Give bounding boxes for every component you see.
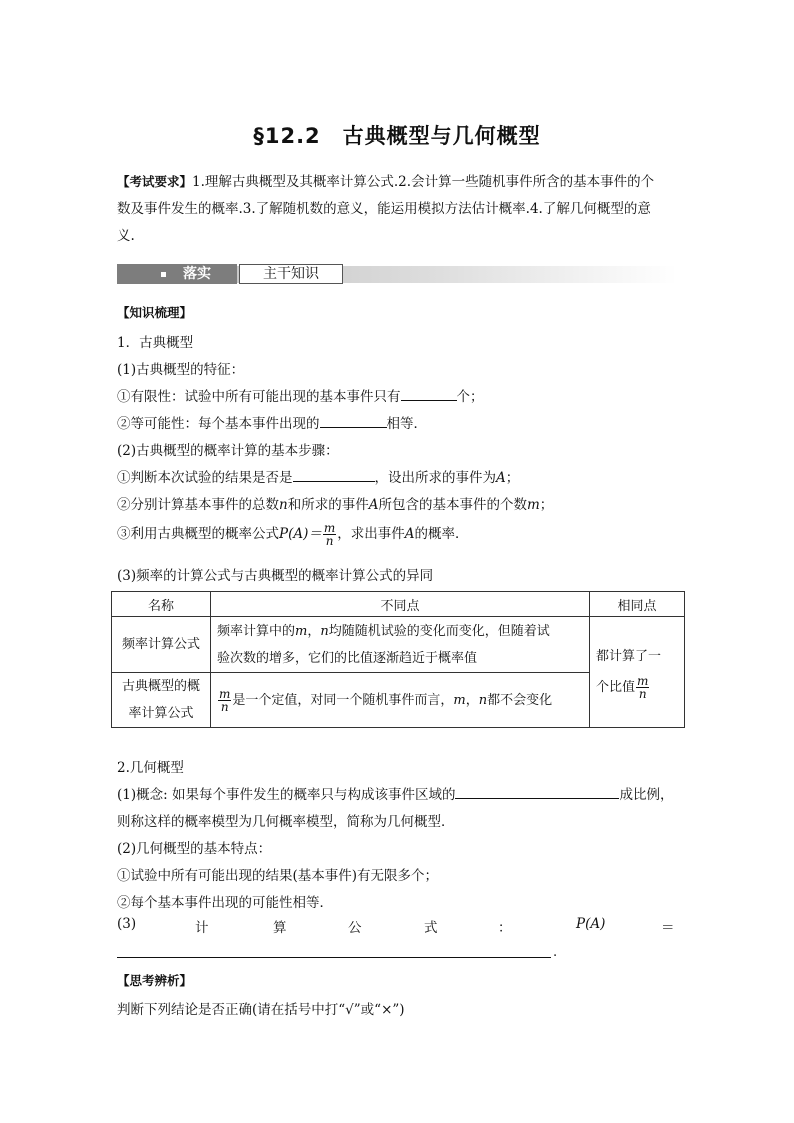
s1-1: (1)古典概型的特征：	[117, 362, 245, 378]
cell-text: 都不会变化	[487, 692, 553, 708]
cell-text: 频率计算中的	[217, 623, 296, 639]
s1-2a-pre: ①判断本次试验的结果是否是	[117, 470, 293, 486]
var-n: n	[320, 623, 329, 639]
fraction-denominator: n	[220, 699, 229, 714]
s2-1-line2: 则称这样的概率模型为几何概率模型，简称为几何概型．	[117, 814, 455, 830]
square-bullet-icon	[161, 272, 166, 277]
fraction-m-over-n	[636, 675, 649, 700]
cell-text: 个比值	[596, 680, 636, 695]
fill-blank[interactable]	[320, 413, 387, 428]
exam-req-tag: 【考试要求】	[117, 174, 193, 189]
s1-2b	[117, 493, 553, 513]
var-n: n	[478, 692, 488, 708]
s2-3-part: (3)	[117, 916, 137, 932]
table-header-row	[112, 592, 685, 617]
banner-dark-label: 落实	[183, 266, 211, 282]
think-heading: 【思考辨析】	[117, 973, 193, 988]
fill-blank[interactable]	[455, 784, 619, 799]
cell-text: 是一个定值，对同一个随机事件而言，	[232, 692, 454, 708]
s2-3-part: ：	[498, 920, 512, 936]
cell-text: 均随随机试验的变化而变化，但随着试	[328, 623, 550, 639]
fill-blank[interactable]	[293, 467, 375, 482]
var-m: m	[453, 692, 466, 708]
table-cell-same	[590, 617, 685, 728]
var-n: n	[279, 497, 288, 513]
var-m: m	[295, 623, 308, 639]
s1-1a	[117, 385, 484, 405]
s2-3-part: 公	[348, 920, 362, 936]
fraction-m-over-n	[218, 688, 231, 713]
s2-3-end: .	[553, 945, 558, 960]
s1-1a-pre: ①有限性：试验中所有可能出现的基本事件只有	[117, 389, 401, 405]
page-title: §12.2 古典概型与几何概型	[253, 124, 541, 148]
cell-text: 验次数的增多，它们的比值逐渐趋近于概率值	[217, 650, 478, 666]
table-header: 名称	[112, 592, 211, 617]
s1-2c-pre: ③利用古典概型的概率公式	[117, 526, 279, 542]
s2-3-part: ＝	[661, 920, 675, 936]
var-A: A	[496, 470, 506, 486]
s2-1-post: 成比例，	[619, 787, 674, 803]
var-A: A	[404, 526, 415, 542]
s2-2a: ①试验中所有可能出现的结果(基本事件)有无限多个；	[117, 868, 439, 884]
s1-2b-mid2: 所包含的基本事件的个数	[378, 497, 527, 513]
exam-requirements	[117, 168, 682, 250]
section-banner	[117, 263, 677, 285]
fraction-m-over-n	[323, 522, 336, 547]
fraction-denominator: n	[638, 687, 647, 701]
table-cell-name: 频率计算公式	[112, 617, 211, 673]
think-line: 判断下列结论是否正确(请在括号中打“√”或“×”)	[117, 1002, 405, 1018]
banner-dark-block	[117, 264, 237, 284]
s1-2b-mid: 和所求的事件	[287, 497, 369, 513]
exam-req-line2: 数及事件发生的概率.3.了解随机数的意义，能运用模拟方法估计概率.4.了解几何概型的意	[117, 201, 651, 217]
s2-2b: ②每个基本事件出现的可能性相等．	[117, 895, 333, 911]
s1-1b-post: 相等．	[386, 416, 427, 432]
table-header: 不同点	[211, 592, 590, 617]
section-1-heading: 1．古典概型	[117, 335, 194, 351]
s1-2a-end: ；	[505, 470, 520, 486]
s2-3-part: 计	[195, 920, 209, 936]
s1-1b	[117, 412, 427, 432]
s2-1	[117, 783, 673, 803]
fraction-numerator: m	[323, 521, 336, 535]
s2-2: (2)几何概型的基本特点：	[117, 841, 272, 857]
banner-light-label: 主干知识	[239, 264, 343, 284]
s1-2c	[117, 522, 469, 547]
fraction-numerator: m	[637, 674, 649, 688]
probability-formula: P(A)＝	[279, 526, 322, 542]
s1-2c-post: ，求出事件	[337, 526, 405, 542]
s1-1b-pre: ②等可能性：每个基本事件出现的	[117, 416, 320, 432]
var-A: A	[368, 497, 379, 513]
var-m: m	[526, 497, 540, 513]
s2-3-part: 式	[424, 920, 438, 936]
cell-text: 率计算公式	[128, 706, 194, 721]
fraction-numerator: m	[219, 686, 231, 701]
comparison-table	[111, 591, 685, 728]
fraction-denominator: n	[325, 534, 334, 548]
cell-sep: ，	[307, 623, 321, 639]
exam-req-line1: 1.理解古典概型及其概率计算公式.2.会计算一些随机事件所含的基本事件的个	[192, 174, 655, 190]
table-header: 相同点	[590, 592, 685, 617]
s1-3: (3)频率的计算公式与古典概型的概率计算公式的异同	[117, 568, 434, 584]
s1-2: (2)古典概型的概率计算的基本步骤：	[117, 443, 339, 459]
s2-3-part: P(A)	[576, 916, 606, 932]
section-2-heading: 2.几何概型	[117, 760, 184, 776]
exam-req-line3: 义.	[117, 228, 135, 244]
s2-1-pre: (1)概念: 如果每个事件发生的概率只与构成该事件区域的	[117, 787, 456, 803]
cell-text: 都计算了一	[596, 649, 662, 664]
table-cell-diff	[211, 617, 590, 673]
s1-2a-post: ，设出所求的事件为	[374, 470, 496, 486]
table-cell-diff	[211, 673, 590, 728]
s1-2c-end: 的概率．	[414, 526, 469, 542]
fill-blank[interactable]	[117, 957, 551, 958]
s1-2a	[117, 466, 519, 486]
fill-blank[interactable]	[401, 386, 457, 401]
cell-text: 古典概型的概	[121, 679, 200, 694]
knowledge-heading: 【知识梳理】	[117, 305, 193, 320]
s1-2b-end: ；	[539, 497, 554, 513]
cell-sep: ，	[465, 692, 479, 708]
table-row	[112, 617, 685, 673]
s1-1a-post: 个；	[456, 389, 484, 405]
s1-2b-pre: ②分别计算基本事件的总数	[117, 497, 279, 513]
table-cell-name	[112, 673, 211, 728]
s2-3-part: 算	[273, 920, 287, 936]
